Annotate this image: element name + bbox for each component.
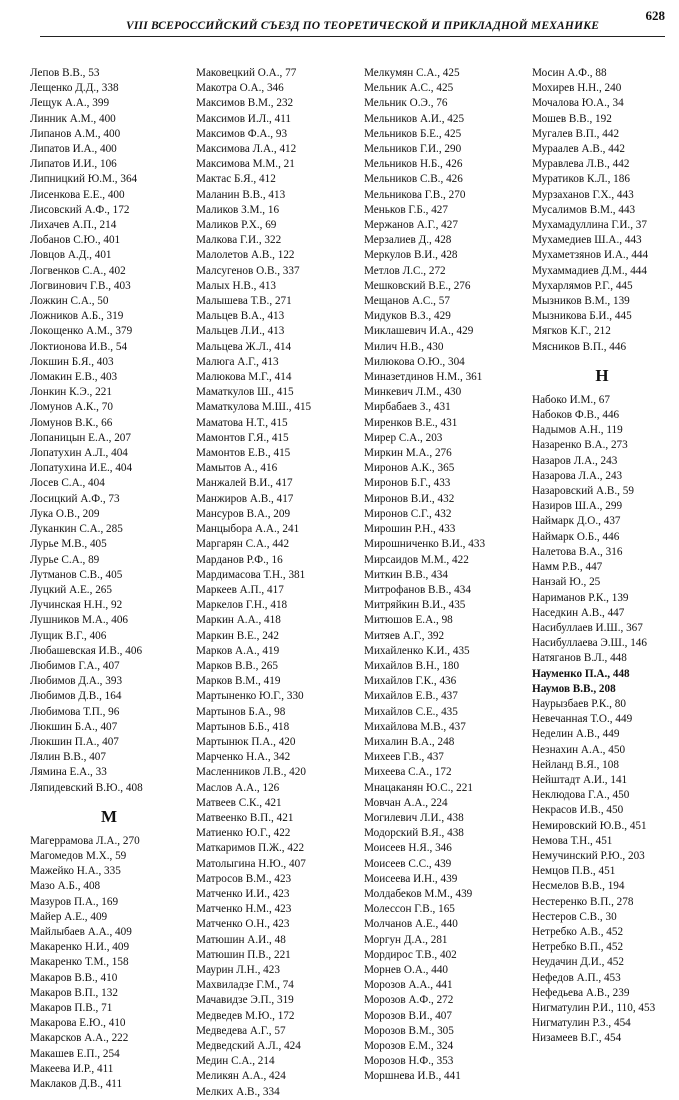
index-entry: Нефедов А.П., 453 — [532, 971, 621, 984]
index-entry: Науменко П.А., 448 — [532, 667, 630, 680]
index-entry: Неудачин Д.И., 452 — [532, 956, 624, 969]
index-entry: Мартынов Б.А., 98 — [196, 705, 286, 718]
index-entry: Маликов З.М., 16 — [196, 203, 280, 216]
index-entry: Мальцев Л.И., 413 — [196, 325, 285, 338]
index-entry: Малюга А.Г., 413 — [196, 355, 279, 368]
index-entry: Мельников Г.И., 290 — [364, 143, 462, 156]
index-entry: Маковецкий О.А., 77 — [196, 67, 297, 79]
index-entry: Марков В.М., 419 — [196, 675, 281, 688]
index-entry: Мельников С.В., 426 — [364, 173, 463, 186]
index-entry: Малюкова М.Г., 414 — [196, 371, 292, 384]
index-entry: Марков А.А., 419 — [196, 644, 280, 657]
index-entry: Налетова В.А., 316 — [532, 545, 623, 558]
index-entry: Нариманов Р.К., 139 — [532, 591, 629, 604]
index-entry: Матиенко Ю.Г., 422 — [196, 827, 291, 840]
index-entry: Матросов В.М., 423 — [196, 872, 292, 885]
index-entry: Манжалей В.И., 417 — [196, 477, 293, 490]
index-entry: Мержанов А.Г., 427 — [364, 219, 458, 232]
index-entry: Малсугенов О.В., 337 — [196, 264, 300, 277]
index-entry: Малолетов А.В., 122 — [196, 249, 295, 262]
index-entry: Михайлов С.Е., 435 — [364, 705, 458, 718]
index-entry: Медин С.А., 214 — [196, 1055, 275, 1068]
index-entry: Ломунов А.К., 70 — [30, 401, 113, 414]
index-entry: Минкевич Л.М., 430 — [364, 386, 462, 399]
index-entry: Маслов А.А., 126 — [196, 781, 280, 794]
index-entry: Маркин А.А., 418 — [196, 614, 281, 627]
index-entry: Мохирев Н.Н., 240 — [532, 82, 622, 95]
index-entry: Лисенкова Е.Е., 400 — [30, 188, 125, 201]
index-entry: Митюшов Е.А., 98 — [364, 614, 453, 627]
index-entry: Насибуллаев И.Ш., 367 — [532, 621, 643, 634]
index-entry: Макеева И.Р., 411 — [30, 1062, 114, 1075]
index-entry: Миткин В.В., 434 — [364, 568, 448, 581]
index-entry: Мугалев В.П., 442 — [532, 127, 620, 140]
index-entry: Моисеев С.С., 439 — [364, 857, 452, 870]
index-entry: Магеррамова Л.А., 270 — [30, 834, 140, 847]
index-entry: Мартынов Б.Б., 418 — [196, 720, 290, 733]
index-entry: Матюшин П.В., 221 — [196, 948, 291, 961]
index-entry: Маматкулов Ш., 415 — [196, 386, 294, 399]
index-entry: Нетребко А.В., 452 — [532, 925, 624, 938]
index-entry: Лука О.В., 209 — [30, 507, 100, 520]
index-entry: Мызников В.М., 139 — [532, 295, 630, 308]
index-entry: Манжиров А.В., 417 — [196, 492, 294, 505]
index-entry: Лурье М.В., 405 — [30, 538, 107, 551]
index-entry: Мосин А.Ф., 88 — [532, 67, 607, 79]
index-entry: Несмелов В.В., 194 — [532, 880, 625, 893]
index-entry: Миназетдинов Н.М., 361 — [364, 371, 483, 384]
index-entry: Марков В.В., 265 — [196, 659, 278, 672]
index-entry: Моргун Д.А., 281 — [364, 933, 448, 946]
index-entry: Михайлов Г.К., 436 — [364, 675, 457, 688]
index-entry: Мазо А.Б., 408 — [30, 880, 101, 893]
index-entry: Нейланд В.Я., 108 — [532, 758, 619, 771]
index-entry: Мешковский В.Е., 276 — [364, 279, 471, 292]
index-entry: Наймарк О.Б., 446 — [532, 530, 620, 543]
index-entry: Миронов С.Г., 432 — [364, 507, 452, 520]
index-entry: Масленников Л.В., 420 — [196, 766, 306, 779]
index-entry: Медведева А.Г., 57 — [196, 1024, 286, 1037]
index-entry: Лямина Е.А., 33 — [30, 766, 107, 779]
index-entry: Немировский Ю.В., 451 — [532, 819, 647, 832]
index-entry: Липатов И.А., 400 — [30, 143, 117, 156]
index-entry: Любашевская И.В., 406 — [30, 644, 143, 657]
index-entry: Набоко И.М., 67 — [532, 393, 610, 406]
index-entry: Нанзай Ю., 25 — [532, 576, 601, 589]
index-entry: Лушников М.А., 406 — [30, 614, 129, 627]
index-entry: Неклюдова Г.А., 450 — [532, 789, 630, 802]
index-entry: Михеева С.А., 172 — [364, 766, 452, 779]
index-entry: Мусалимов В.М., 443 — [532, 203, 636, 216]
index-entry: Ляпидевский В.Ю., 408 — [30, 781, 143, 794]
index-entry: Морнев О.А., 440 — [364, 963, 449, 976]
section-letter: М — [100, 806, 118, 826]
index-entry: Максимова Л.А., 412 — [196, 143, 297, 156]
index-entry: Маркеев А.П., 417 — [196, 583, 284, 596]
index-entry: Ловцов А.Д., 401 — [30, 249, 112, 262]
index-entry: Мирошин Р.Н., 433 — [364, 523, 456, 536]
index-entry: Липницкий Ю.М., 364 — [30, 173, 138, 186]
index-entry: Луканкин С.А., 285 — [30, 523, 123, 536]
index-entry: Мельников А.И., 425 — [364, 112, 465, 125]
index-entry: Мельникова Г.В., 270 — [364, 188, 466, 201]
index-entry: Мидуков В.З., 429 — [364, 310, 451, 323]
index-entry: Люкшин П.А., 407 — [30, 735, 119, 748]
index-entry: Лурье С.А., 89 — [30, 553, 100, 566]
index-entry: Наумов В.В., 208 — [532, 682, 616, 695]
index-entry: Макаренко Н.И., 409 — [30, 941, 130, 954]
index-entry: Муравлева Л.В., 442 — [532, 158, 630, 171]
index-entry: Моисеев Н.Я., 346 — [364, 842, 452, 855]
index-entry: Михайлов В.Н., 180 — [364, 659, 460, 672]
index-entry: Медведев М.Ю., 172 — [196, 1009, 295, 1022]
index-entry: Михайлов Е.В., 437 — [364, 690, 458, 703]
index-entry: Мансуров В.А., 209 — [196, 507, 291, 520]
index-entry: Нефедьева А.В., 239 — [532, 986, 630, 999]
index-entry: Лепов В.В., 53 — [30, 67, 100, 79]
index-entry: Мясников В.П., 446 — [532, 340, 627, 353]
index-entry: Ложников А.Б., 319 — [30, 310, 124, 323]
index-entry: Михалин В.А., 248 — [364, 735, 455, 748]
index-entry: Логвинович Г.В., 403 — [30, 279, 131, 292]
index-entry: Мухаметзянов И.А., 444 — [532, 249, 649, 262]
index-entry: Мамонтов Е.В., 415 — [196, 447, 291, 460]
index-entry: Макаров В.П., 132 — [30, 986, 118, 999]
index-entry: Мелких А.В., 334 — [196, 1085, 280, 1098]
index-entry: Локощенко А.М., 379 — [30, 325, 133, 338]
index-entry: Немцов П.В., 451 — [532, 865, 616, 878]
index-entry: Макаров П.В., 71 — [30, 1001, 113, 1014]
index-entry: Михайленко К.И., 435 — [364, 644, 470, 657]
index-entry: Локтионова И.В., 54 — [30, 340, 128, 353]
index-entry: Наймарк Д.О., 437 — [532, 515, 621, 528]
index-entry: Медведский А.Л., 424 — [196, 1040, 301, 1052]
index-entry: Любимов Д.А., 393 — [30, 675, 123, 688]
index-entry: Мерзалиев Д., 428 — [364, 234, 452, 247]
index-entry: Насибуллаева Э.Ш., 146 — [532, 637, 647, 650]
section-letter: Н — [595, 365, 609, 385]
index-entry: Миронов А.К., 365 — [364, 462, 455, 475]
index-entry: Некрасов И.В., 450 — [532, 804, 624, 817]
index-entry: Липатов И.И., 106 — [30, 158, 117, 171]
index-entry: Максимов В.М., 232 — [196, 97, 294, 110]
index-entry: Макашев Е.П., 254 — [30, 1047, 120, 1060]
index-entry: Ломакин Е.В., 403 — [30, 371, 118, 384]
index-entry: Моисеева И.Н., 439 — [364, 872, 458, 885]
index-entry: Мухамедиев Ш.А., 443 — [532, 234, 642, 247]
index-entry: Метлов Л.С., 272 — [364, 264, 446, 277]
index-entry: Мещанов А.С., 57 — [364, 295, 450, 308]
index-entry: Люкшин Б.А., 407 — [30, 720, 118, 733]
index-entry: Матченко И.И., 423 — [196, 887, 290, 900]
index-entry: Меликян А.А., 424 — [196, 1070, 286, 1083]
index-entry: Лялин В.В., 407 — [30, 751, 106, 764]
index-entry: Махвиладзе Г.М., 74 — [196, 979, 294, 992]
index-entry: Морозов А.Ф., 272 — [364, 994, 454, 1007]
index-entry: Мирсаидов М.М., 422 — [364, 553, 469, 566]
index-entry: Лосев С.А., 404 — [30, 477, 105, 490]
index-entry: Маркелов Г.Н., 418 — [196, 599, 288, 612]
index-entry: Мызникова Б.И., 445 — [532, 310, 632, 323]
index-entry: Лосицкий А.Ф., 73 — [30, 492, 120, 505]
index-entry: Нигматулин Р.И., 110, 453 — [532, 1001, 656, 1014]
index-entry: Нестеренко В.П., 278 — [532, 895, 634, 908]
index-entry: Немучинский Р.Ю., 203 — [532, 849, 645, 862]
index-entry: Макарсков А.А., 222 — [30, 1032, 129, 1045]
index-entry: Мельников Б.Е., 425 — [364, 127, 462, 140]
index-entry: Малышева Т.В., 271 — [196, 295, 292, 308]
index-entry: Лещенко Д.Д., 338 — [30, 82, 119, 95]
index-entry: Марданов Р.Ф., 16 — [196, 553, 283, 566]
index-entry: Лобанов С.Ю., 401 — [30, 234, 121, 247]
index-entry: Молдабеков М.М., 439 — [364, 887, 473, 900]
index-entry: Миронов Б.Г., 433 — [364, 477, 451, 490]
index-entry: Милюкова О.Ю., 304 — [364, 355, 465, 368]
index-entry: Незнахин А.А., 450 — [532, 743, 626, 756]
index-entry: Матолыгина Н.Ю., 407 — [196, 857, 306, 870]
index-entry: Мирер С.А., 203 — [364, 431, 443, 444]
index-entry: Мовчан А.А., 224 — [364, 796, 448, 809]
index-entry: Лещук А.А., 399 — [30, 97, 110, 110]
index-entry: Любимов Г.А., 407 — [30, 659, 120, 672]
index-entry: Муратиков К.Л., 186 — [532, 173, 630, 186]
index-entry: Маматкулова М.Ш., 415 — [196, 401, 312, 414]
index-entry: Наседкин А.В., 447 — [532, 606, 625, 619]
index-entry: Марченко Н.А., 342 — [196, 751, 291, 764]
index-entry: Лучинская Н.Н., 92 — [30, 599, 123, 612]
index-entry: Морозов В.И., 407 — [364, 1009, 452, 1022]
index-entry: Мошев В.В., 192 — [532, 112, 612, 125]
index-entry: Молессон Г.В., 165 — [364, 903, 455, 916]
index-entry: Лонкин К.Э., 221 — [30, 386, 112, 399]
index-entry: Лопатухин А.Л., 404 — [30, 447, 128, 460]
index-entry: Мирбабаев З., 431 — [364, 401, 451, 414]
index-entry: Мухамадуллина Г.И., 37 — [532, 219, 647, 232]
index-entry: Лихачев А.П., 214 — [30, 219, 117, 232]
index-entry: Лущик В.Г., 406 — [30, 629, 107, 642]
index-entry: Миклашевич И.А., 429 — [364, 325, 474, 338]
index-entry: Морозов Е.М., 324 — [364, 1040, 454, 1052]
index-entry: Маткаримов П.Ж., 422 — [196, 842, 305, 855]
index-entry: Назарова Л.А., 243 — [532, 469, 623, 482]
index-entry: Мазуров П.А., 169 — [30, 895, 119, 908]
index-entry: Морозов В.М., 305 — [364, 1024, 454, 1037]
index-entry: Маматова Н.Т., 415 — [196, 416, 288, 429]
index-entry: Лопатухина И.Е., 404 — [30, 462, 133, 475]
index-entry: Макаров В.В., 410 — [30, 971, 118, 984]
index-entry: Модорский В.Я., 438 — [364, 827, 464, 840]
index-entry: Назаренко В.А., 273 — [532, 439, 628, 452]
index-entry: Миркин М.А., 276 — [364, 447, 452, 460]
index-entry: Мамытов А., 416 — [196, 462, 278, 475]
index-entry: Любимова Т.П., 96 — [30, 705, 120, 718]
running-head: VIII ВСЕРОССИЙСКИЙ СЪЕЗД ПО ТЕОРЕТИЧЕСКОЙ И ПРИКЛАДНОЙ МЕХАНИКЕ — [126, 20, 600, 32]
index-entry: Луцкий А.Е., 265 — [30, 583, 112, 596]
index-entry: Мухарлямов Р.Г., 445 — [532, 279, 633, 292]
index-entry: Мухаммадиев Д.М., 444 — [532, 264, 647, 277]
index-entry: Мельник А.С., 425 — [364, 82, 454, 95]
index-entry: Митрофанов В.В., 434 — [364, 583, 471, 596]
index-entry: Мартыненко Ю.Г., 330 — [196, 690, 304, 703]
index-entry: Мамонтов Г.Я., 415 — [196, 431, 289, 444]
index-column-3 — [364, 66, 522, 1085]
index-entry: Назаровский А.В., 59 — [532, 485, 634, 498]
index-entry: Матвеенко В.П., 421 — [196, 811, 294, 824]
index-column-1 — [30, 66, 188, 1092]
index-entry: Миронов В.И., 432 — [364, 492, 455, 505]
index-entry: Мактас Б.Я., 412 — [196, 173, 276, 186]
index-entry: Мелкумян С.А., 425 — [364, 67, 460, 79]
index-entry: Мочалова Ю.А., 34 — [532, 97, 624, 110]
index-entry: Мачавидзе Э.П., 319 — [196, 994, 294, 1007]
index-entry: Натяганов В.Л., 448 — [532, 652, 627, 665]
index-entry: Невечанная Т.О., 449 — [532, 713, 633, 726]
page-number: 628 — [645, 8, 665, 23]
index-entry: Мурзаханов Г.Х., 443 — [532, 188, 634, 201]
index-entry: Моршнева И.В., 441 — [364, 1070, 461, 1083]
index-entry: Мальцев В.А., 413 — [196, 310, 285, 323]
index-entry: Михеев Г.В., 437 — [364, 751, 444, 764]
index-entry: Маргарян С.А., 442 — [196, 538, 290, 551]
index-entry: Неделин А.В., 449 — [532, 728, 620, 741]
index-entry: Немова Т.Н., 451 — [532, 834, 613, 847]
index-entry: Макаренко Т.М., 158 — [30, 956, 129, 969]
index-column-2 — [196, 66, 354, 1100]
index-entry: Меркулов В.И., 428 — [364, 249, 458, 262]
index-entry: Максимов И.Л., 411 — [196, 112, 291, 125]
index-entry: Нейштадт А.И., 141 — [532, 773, 628, 786]
index-entry: Миренков В.Е., 431 — [364, 416, 458, 429]
index-entry: Матюшин А.И., 48 — [196, 933, 286, 946]
index-entry: Лисовский А.Ф., 172 — [30, 203, 130, 216]
index-entry: Морозов А.А., 441 — [364, 979, 453, 992]
index-entry: Маклаков Д.В., 411 — [30, 1078, 123, 1090]
index-entry: Надымов А.Н., 119 — [532, 424, 623, 437]
index-entry: Мирошниченко В.И., 433 — [364, 538, 486, 551]
index-entry: Локшин Б.Я., 403 — [30, 355, 114, 368]
index-entry: Низамеев В.Г., 454 — [532, 1032, 622, 1045]
index-entry: Меньков Г.Б., 427 — [364, 203, 448, 216]
index-entry: Михайлова М.В., 437 — [364, 720, 466, 733]
index-entry: Мураалев А.В., 442 — [532, 143, 626, 156]
index-entry: Мажейко Н.А., 335 — [30, 865, 121, 878]
index-entry: Малых Н.В., 413 — [196, 279, 277, 292]
index-entry: Ломунов В.К., 66 — [30, 416, 113, 429]
index-entry: Мнацаканян Ю.С., 221 — [364, 781, 473, 794]
index-entry: Майер А.Е., 409 — [30, 910, 108, 923]
index-column-4 — [532, 66, 672, 1047]
index-entry: Мельник О.Э., 76 — [364, 97, 448, 110]
index-entry: Митяев А.Г., 392 — [364, 629, 445, 642]
index-entry: Маликов Р.Х., 69 — [196, 219, 277, 232]
index-entry: Макотра О.А., 346 — [196, 82, 284, 95]
index-entry: Мельников Н.Б., 426 — [364, 158, 463, 171]
index-entry: Матченко Н.М., 423 — [196, 903, 292, 916]
index-entry: Мягков К.Г., 212 — [532, 325, 611, 338]
index-entry: Майлыбаев А.А., 409 — [30, 925, 132, 938]
index-entry: Логвенков С.А., 402 — [30, 264, 126, 277]
index-entry: Мардимасова Т.Н., 381 — [196, 568, 306, 581]
index-entry: Маланин В.В., 413 — [196, 188, 286, 201]
index-entry: Максимова М.М., 21 — [196, 158, 295, 171]
index-entry: Мальцева Ж.Л., 414 — [196, 340, 292, 353]
index-entry: Молчанов А.Е., 440 — [364, 918, 458, 931]
index-entry: Линник А.М., 400 — [30, 112, 116, 125]
index-entry: Нигматулин Р.З., 454 — [532, 1017, 631, 1030]
index-entry: Нетребко В.П., 452 — [532, 941, 624, 954]
page-header — [0, 0, 679, 42]
index-entry: Лопаницын Е.А., 207 — [30, 431, 131, 444]
index-entry: Милич Н.В., 430 — [364, 340, 444, 353]
index-entry: Малкова Г.И., 322 — [196, 234, 282, 247]
index-entry: Нестеров С.В., 30 — [532, 910, 617, 923]
index-entry: Маркин В.Е., 242 — [196, 629, 279, 642]
header-rule — [40, 36, 665, 37]
index-entry: Максимов Ф.А., 93 — [196, 127, 288, 140]
index-entry: Липанов А.М., 400 — [30, 127, 121, 140]
index-entry: Манцыбора А.А., 241 — [196, 523, 300, 536]
index-entry: Могилевич Л.И., 438 — [364, 811, 464, 824]
index-entry: Намм Р.В., 447 — [532, 561, 603, 574]
index-entry: Митряйкин В.И., 435 — [364, 599, 466, 612]
index-entry: Лутманов С.В., 405 — [30, 568, 123, 581]
index-entry: Назиров Ш.А., 299 — [532, 500, 623, 513]
index-entry: Наурызбаев Р.К., 80 — [532, 697, 626, 710]
index-entry: Набоков Ф.В., 446 — [532, 409, 620, 422]
index-entry: Маурин Л.Н., 423 — [196, 963, 280, 976]
index-entry: Назаров Л.А., 243 — [532, 454, 618, 467]
index-entry: Матченко О.Н., 423 — [196, 918, 290, 931]
index-entry: Мордирос Т.В., 402 — [364, 948, 457, 961]
index-entry: Морозов Н.Ф., 353 — [364, 1055, 454, 1068]
index-entry: Мартынюк П.А., 420 — [196, 735, 296, 748]
index-entry: Ложкин С.А., 50 — [30, 295, 109, 308]
index-entry: Матвеев С.К., 421 — [196, 796, 282, 809]
index-entry: Магомедов М.Х., 59 — [30, 849, 127, 862]
index-entry: Макарова Е.Ю., 410 — [30, 1017, 126, 1030]
index-entry: Любимов Д.В., 164 — [30, 690, 122, 703]
